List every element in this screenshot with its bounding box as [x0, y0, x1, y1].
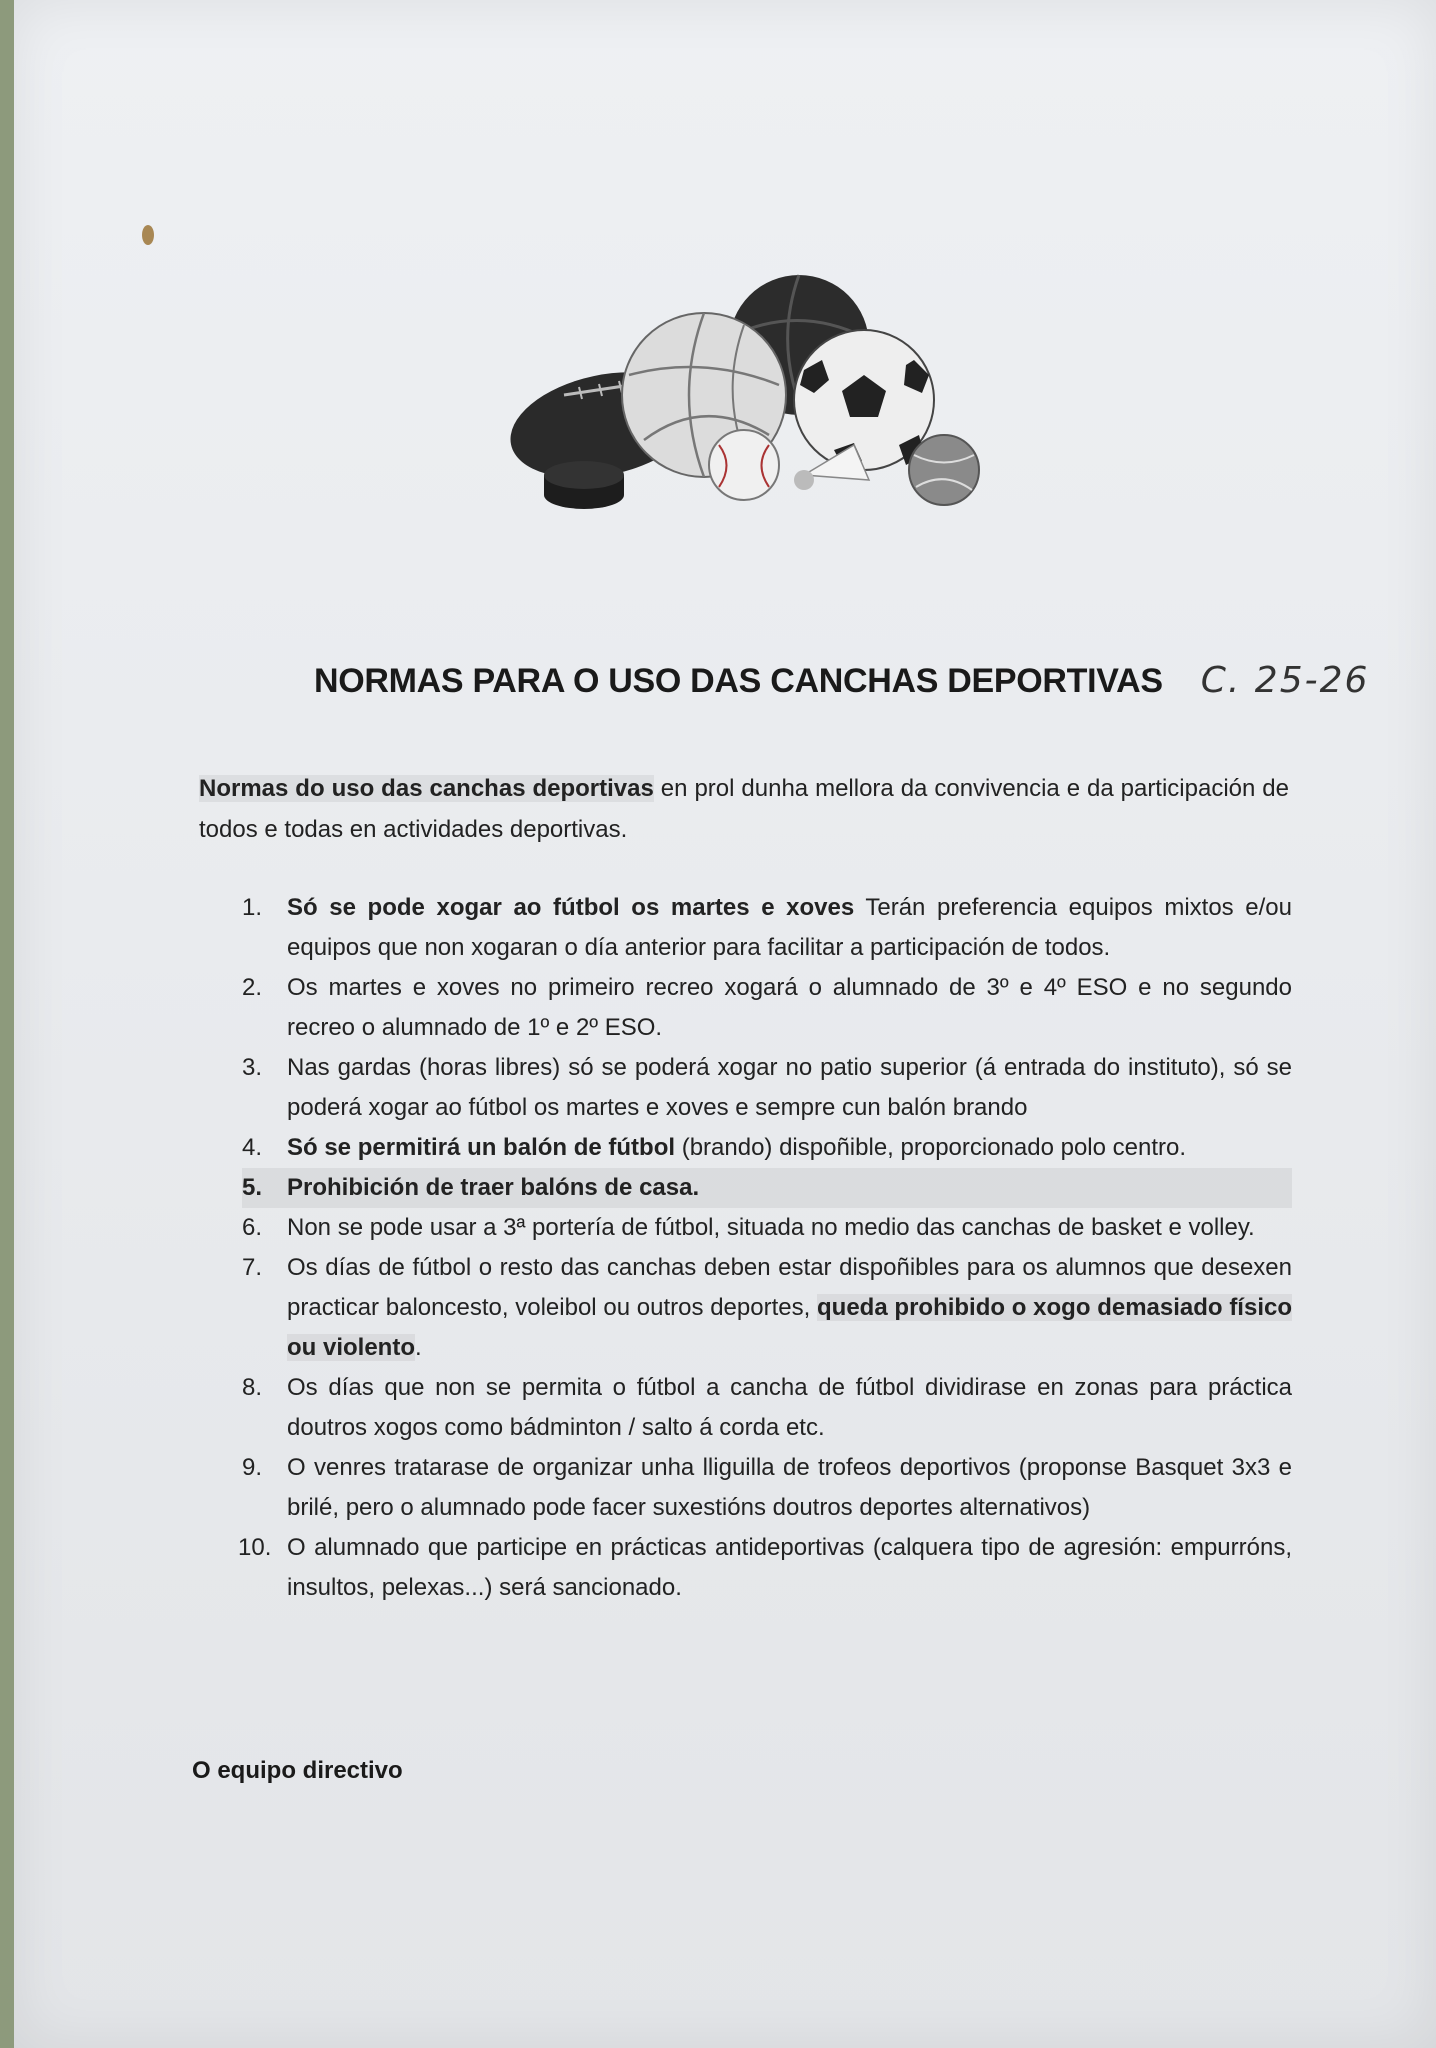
rule-number: 4.	[242, 1134, 263, 1161]
page-title: NORMAS PARA O USO DAS CANCHAS DEPORTIVAS	[314, 662, 1163, 700]
rule-text: O alumnado que participe en prácticas antideportivas (calquera tipo de agresión: empurróns, insultos, pelexas...) será sancionado.	[287, 1534, 1292, 1601]
rule-text: Os martes e xoves no primeiro recreo xogará o alumnado de 3º e 4º ESO e no segundo recreo o alumnado de 1º e 2º ESO.	[287, 974, 1292, 1041]
rule-item	[242, 888, 1292, 968]
rule-item	[242, 1248, 1292, 1368]
handwritten-note: C. 25-26	[1200, 660, 1370, 701]
rule-item	[242, 1368, 1292, 1448]
rule-number: 6.	[242, 1214, 263, 1241]
rule-number: 3.	[242, 1054, 263, 1081]
rule-number: 1.	[242, 894, 263, 921]
rule-bold: Prohibición de traer balóns de casa.	[287, 1174, 700, 1201]
rule-number: 5.	[242, 1174, 263, 1201]
title-row	[314, 660, 1414, 701]
signature: O equipo directivo	[192, 1757, 403, 1784]
rule-bold: Só se pode xogar ao fútbol os martes e xoves	[287, 894, 855, 921]
rule-number: 9.	[242, 1454, 263, 1481]
paper-sheet	[14, 0, 1436, 2048]
hockey-puck-icon	[544, 461, 624, 509]
rule-number: 2.	[242, 974, 263, 1001]
rules-list	[238, 888, 1293, 1608]
rule-text: O venres tratarase de organizar unha lliguilla de trofeos deportivos (proponse Basquet 3x3 e brilé, pero o alumnado pode facer suxestións doutros deportes alternativos)	[287, 1454, 1292, 1521]
rule-bold: queda prohibido o xogo demasiado físico ou violento	[287, 1294, 1293, 1361]
rule-item	[242, 1208, 1292, 1248]
rule-item	[242, 1128, 1292, 1168]
rule-text: Os días que non se permita o fútbol a cancha de fútbol dividirase en zonas para práctica doutros xogos como bádminton / salto á corda etc.	[287, 1374, 1292, 1441]
rule-item	[242, 968, 1292, 1048]
tennis-ball-icon	[909, 435, 979, 505]
rule-item	[242, 1168, 1292, 1208]
rule-text: Os días de fútbol o resto das canchas deben estar dispoñibles para os alumnos que desexen practicar baloncesto, voleibol ou outros deportes,	[287, 1254, 1292, 1321]
rule-text: Terán preferencia equipos mixtos e/ou equipos que non xogaran o día anterior para facilitar a participación de todos.	[287, 894, 1292, 961]
rule-number: 10.	[238, 1534, 272, 1561]
rule-tail: .	[415, 1334, 422, 1361]
rule-number: 8.	[242, 1374, 263, 1401]
intro-bold-lead: Normas do uso das canchas deportivas	[199, 775, 654, 802]
rule-text: (brando) dispoñible, proporcionado polo centro.	[675, 1134, 1187, 1161]
baseball-icon	[709, 430, 779, 500]
rule-number: 7.	[242, 1254, 263, 1281]
soccer-ball-icon	[794, 330, 934, 470]
rule-item	[238, 1528, 1292, 1608]
rule-bold: Só se permitirá un balón de fútbol	[287, 1134, 676, 1161]
sports-balls-illustration	[504, 265, 984, 525]
intro-text: en prol dunha mellora da convivencia e da participación de todos e todas en actividades deportivas.	[199, 775, 1290, 843]
paper-stain	[142, 225, 154, 245]
rule-item	[242, 1448, 1292, 1528]
intro-paragraph	[199, 768, 1289, 850]
rule-text: Non se pode usar a 3ª portería de fútbol, situada no medio das canchas de basket e volley.	[287, 1214, 1255, 1241]
rule-text: Nas gardas (horas libres) só se poderá xogar no patio superior (á entrada do instituto), só se poderá xogar ao fútbol os martes e xoves e sempre cun balón brando	[287, 1054, 1292, 1121]
rule-item	[242, 1048, 1292, 1128]
